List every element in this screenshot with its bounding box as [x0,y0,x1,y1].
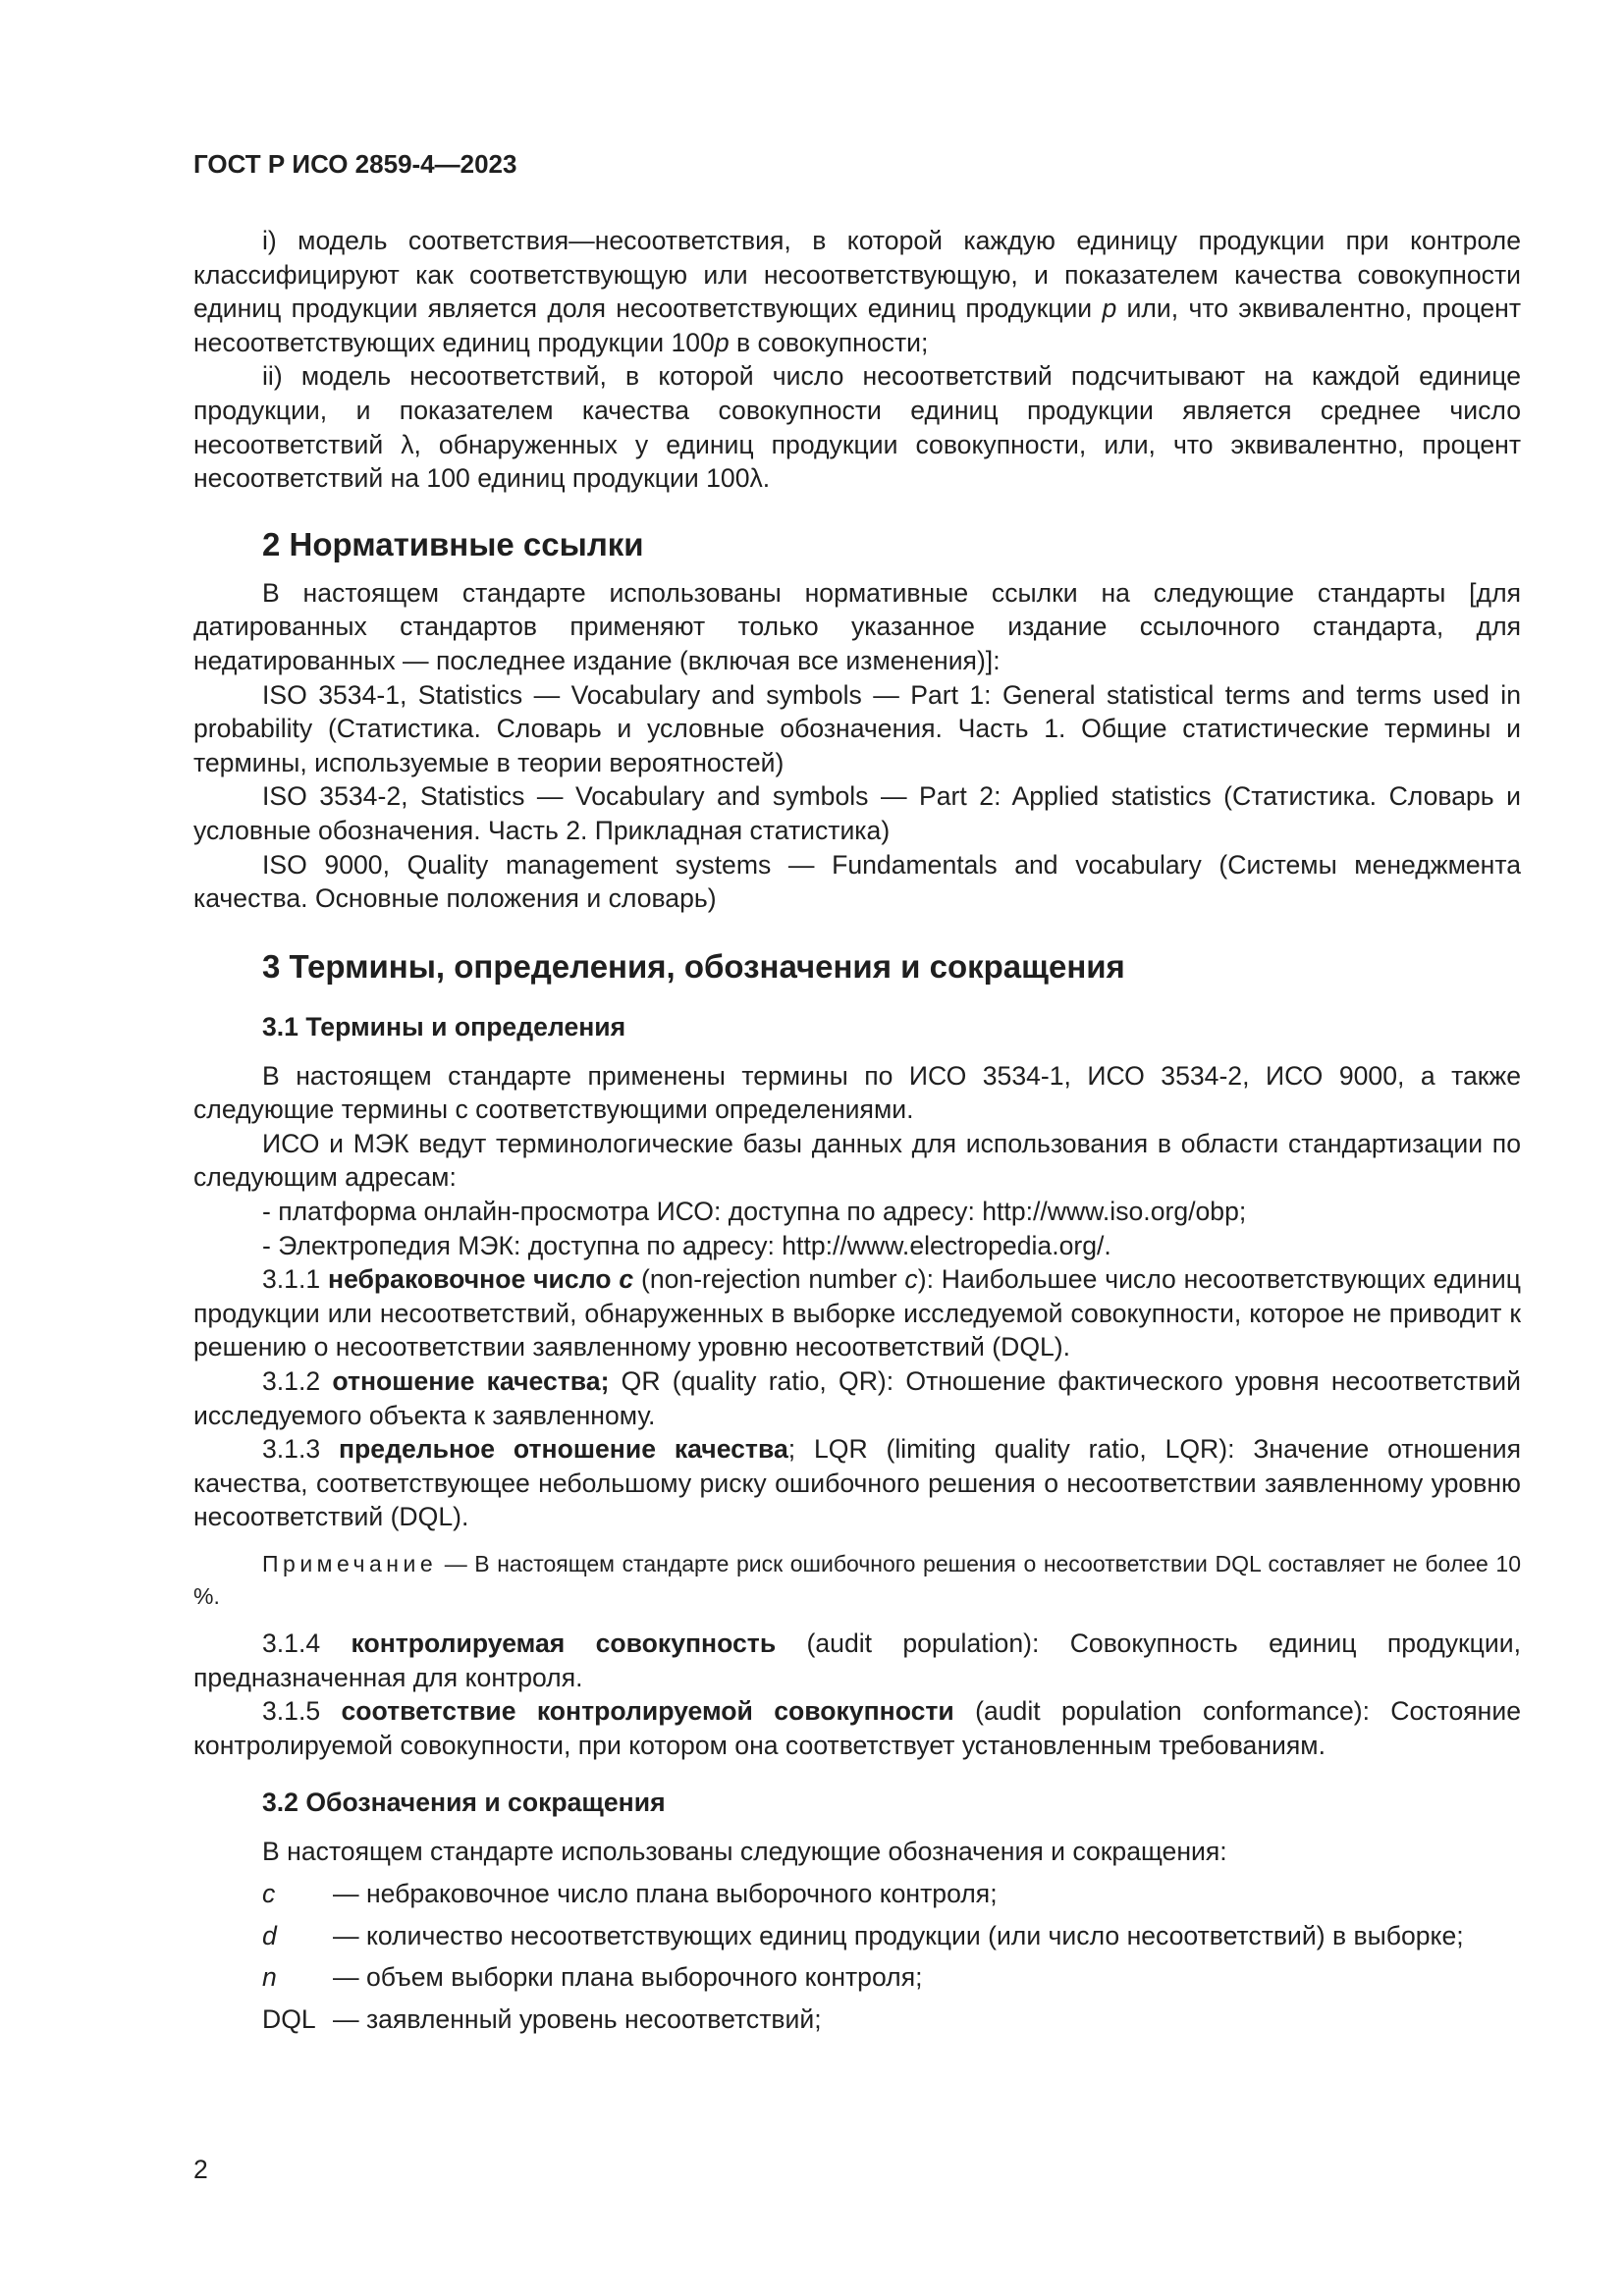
term-number: 3.1.1 [262,1264,328,1295]
electropedia-list-item: - Электропедия МЭК: доступна по адресу: http://www.electropedia.org/. [262,1230,1111,1260]
iso-obp-list-item: - платформа онлайн-просмотра ИСО: доступна по адресу: http://www.iso.org/obp; [262,1197,1247,1227]
note-paragraph [193,1548,1521,1613]
abbreviation-row [193,1919,1521,1953]
term-name: отношение качества; [332,1366,610,1397]
term-number: 3.1.3 [262,1434,339,1465]
model-i-text-3: в совокупности; [729,327,929,357]
abbreviation-symbol: d [262,1920,277,1950]
term-number: 3.1.5 [262,1696,342,1727]
term-definition: QR (quality ratio, QR): Отношение фактического уровня несоответствий исследуемого объекта к заявленному. [193,1366,1522,1430]
model-i-paragraph [193,224,1521,359]
page-content [193,224,1521,2036]
section-3-2-intro: В настоящем стандарте использованы следующие обозначения и сокращения: [262,1837,1227,1867]
term-3-1-1 [193,1262,1521,1364]
term-number: 3.1.2 [262,1366,333,1397]
term-3-1-2 [193,1364,1521,1432]
abbreviation-definition: — заявленный уровень несоответствий; [333,2003,822,2034]
normative-ref-2: ISO 3534-2, Statistics — Vocabulary and symbols — Part 2: Applied statistics (Статистика. Словарь и условные обозначения. Часть 2. Прикладная статистика) [193,781,1521,845]
abbreviation-row [193,1960,1521,1995]
term-definition: ; LQR (limiting quality ratio, LQR): Значение отношения качества, соответствующее небольшому риску ошибочного решения о несоответствии заявленному уровню несоответствий (DQL). [193,1434,1522,1532]
abbreviation-row [193,1877,1521,1911]
term-english-var: c [904,1264,918,1295]
term-definition: ): Наибольшее число несоответствующих единиц продукции или несоответствий, обнаруженных в выборке исследуемой совокупности, которое не приводит к решению о несоответствии заявленному уровню несоответствий (DQL). [193,1264,1522,1362]
section-3-1-p1: В настоящем стандарте применены термины по ИСО 3534-1, ИСО 3534-2, ИСО 9000, а также следующие термины с соответствующими определениями. [193,1060,1521,1125]
term-definition: (audit population): Совокупность единиц продукции, предназначенная для контроля. [193,1629,1521,1692]
abbreviation-definition: — объем выборки плана выборочного контроля; [333,1962,923,1993]
term-name: небраковочное число [328,1264,620,1295]
model-i-var-p: p [1102,294,1117,324]
section-3-1-p2: ИСО и МЭК ведут терминологические базы данных для использования в области стандартизации по следующим адресам: [193,1128,1521,1193]
model-ii-paragraph: ii) модель несоответствий, в которой число несоответствий подсчитывают на каждой единице продукции, и показателем качества совокупности единиц продукции является среднее число несоответствий λ, обнаруженных у единиц продукции совокупности, или, что эквивалентно, процент несоответствий на 100 единиц продукции 100λ. [193,361,1521,494]
abbreviation-symbol: c [262,1878,276,1908]
term-3-1-4 [193,1627,1521,1694]
normative-ref-1: ISO 3534-1, Statistics — Vocabulary and symbols — Part 1: General statistical terms and terms used in probability (Статистика. Словарь и условные обозначения. Часть 1. Общие статистические термины и термины, используемые в теории вероятностей) [193,679,1521,777]
term-english: (non-rejection number [633,1264,905,1295]
term-var-c: c [619,1264,634,1295]
model-i-text: i) модель соответствия—несоответствия, в которой каждую единицу продукции при контроле классифицируют как соответствующую или несоответствующую, и показателем качества совокупности единиц продукции является доля несоответствующих единиц продукции [193,226,1521,324]
model-i-var-p-2: p [714,327,730,357]
abbreviation-symbol: DQL [262,2003,316,2034]
term-name: соответствие контролируемой совокупности [341,1696,954,1727]
term-3-1-5 [193,1694,1521,1762]
model-i-text-2: или, что эквивалентно, процент несоответствующих единиц продукции 100 [193,294,1521,357]
abbreviation-row [193,2002,1521,2037]
normative-ref-3: ISO 9000, Quality management systems — Fundamentals and vocabulary (Системы менеджмента качества. Основные положения и словарь) [193,849,1521,914]
document-code-header: ГОСТ Р ИСО 2859-4—2023 [193,149,517,179]
term-name: предельное отношение качества [338,1434,788,1465]
term-number: 3.1.4 [262,1629,352,1658]
abbreviation-symbol: n [262,1962,277,1993]
page-number: 2 [193,2155,208,2184]
term-3-1-3 [193,1432,1521,1534]
abbreviation-definition: — небраковочное число плана выборочного контроля; [333,1878,998,1908]
section-3-1-title: 3.1 Термины и определения [262,1011,626,1041]
section-3-title: 3 Термины, определения, обозначения и сокращения [262,947,1125,985]
section-3-2-title: 3.2 Обозначения и сокращения [262,1788,666,1818]
term-definition: (audit population conformance): Состояние контролируемой совокупности, при котором она соответствует установленным требованиям. [193,1696,1521,1760]
section-2-title: 2 Нормативные ссылки [262,525,644,562]
abbreviation-definition: — количество несоответствующих единиц продукции (или число несоответствий) в выборке; [333,1920,1464,1950]
note-text: — В настоящем стандарте риск ошибочного решения о несоответствии DQL составляет не более 10 %. [193,1551,1521,1609]
note-label: Примечание [262,1551,438,1576]
section-2-intro: В настоящем стандарте использованы нормативные ссылки на следующие стандарты [для датированных стандартов применяют только указанное издание ссылочного стандарта, для недатированных — последнее издание (включая все изменения)]: [193,577,1521,675]
term-name: контролируемая совокупность [351,1629,777,1658]
